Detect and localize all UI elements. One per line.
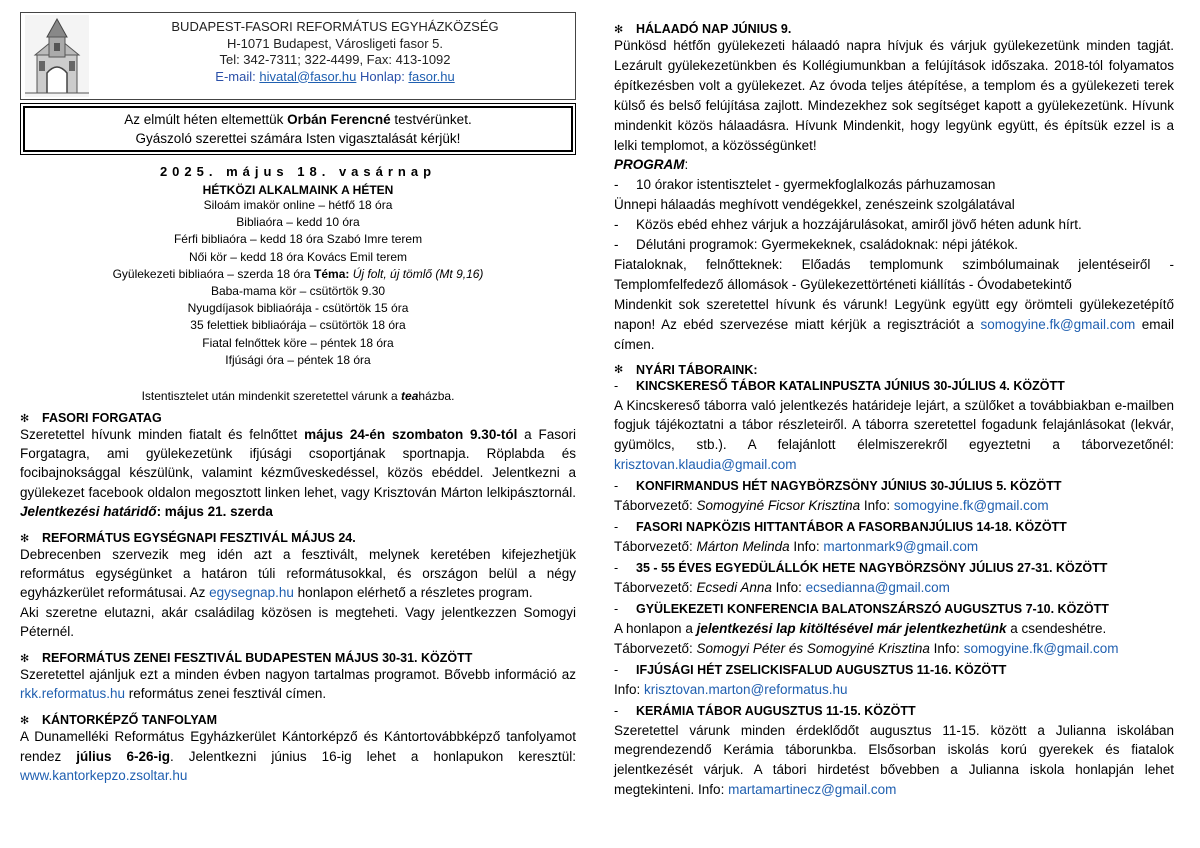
camp-title-text: 35 - 55 ÉVES EGYEDÜLÁLLÓK HETE NAGYBÖRZSÖNY JÚLIUS 27-31. KÖZÖTT — [636, 560, 1108, 575]
egysegnap-link[interactable]: egysegnap.hu — [209, 585, 294, 601]
rkk-link[interactable]: rkk.reformatus.hu — [20, 686, 126, 702]
body-text: honlapon elérhető a részletes program. — [293, 585, 533, 601]
camp-title — [614, 702, 1174, 721]
note-bold: tea — [401, 389, 419, 404]
body-text: A Kincskereső táborra való jelentkezés határideje lejárt, a szülőket a továbbiakban e-mailben fogjuk tájékoztatni a tábor részleteiről. A táborra szeretettel fogadunk felajánlásokat (lekvár, gyümölcs, stb.). A felajánlott élelmiszerekről egyeztetni a táborvezetőnél: — [614, 397, 1174, 453]
section-title-kantor — [20, 713, 576, 727]
camp-email-link[interactable]: somogyine.fk@gmail.com — [963, 640, 1119, 656]
section-title-zenei — [20, 651, 576, 665]
body-text: Táborvezető: — [614, 579, 697, 595]
leader-name: Márton Melinda — [696, 539, 790, 555]
program-label — [614, 155, 1174, 175]
dash-bullet-icon: - — [614, 520, 619, 535]
body-bold: július 6-26-ig — [76, 748, 171, 764]
asterisk-bullet-icon: ✻ — [20, 532, 30, 545]
section-title-egysegnap — [20, 531, 576, 545]
camp-title-text: KONFIRMANDUS HÉT NAGYBÖRZSÖNY JÚNIUS 30-JÚLIUS 5. KÖZÖTT — [636, 479, 1062, 494]
camp-title-text: KINCSKERESŐ TÁBOR KATALINPUSZTA JÚNIUS 30-JÚLIUS 4. KÖZÖTT — [636, 378, 1065, 393]
weekly-events-list — [20, 197, 576, 369]
body-text: email címen. — [614, 316, 1174, 352]
camp-title — [614, 559, 1174, 578]
camp-title-text: KERÁMIA TÁBOR AUGUSZTUS 11-15. KÖZÖTT — [636, 703, 916, 718]
camp-title — [614, 518, 1174, 537]
camp-body — [614, 721, 1174, 801]
body-text: Szeretettel várunk minden érdeklődőt augusztus 11-15. között a Julianna iskolában megrendezendő Kerámia táborunkba. Elsősorban iskolás korú gyerekek és fiatalok jelentkezését várjuk. A tábori hirdetést bővebben a Julianna iskola honlapján lehet megtekinteni. Info: — [614, 722, 1174, 798]
event-line: Ifjúsági óra – péntek 18 óra — [225, 352, 371, 367]
section-title-text: FASORI FORGATAG — [42, 411, 162, 426]
notice-line-1 — [29, 110, 567, 129]
body-text: A Dunamelléki Református Egyházkerület Kántorképző és Kántortovábbképző tanfolyamot rendez — [20, 729, 576, 764]
body-text: a Fasori Forgatagra, ami gyülekezetünk ifjúsági csoportjának sportnapja. Röplabda és focibajnoksággal készülünk, valamint kézműveskedéssel, közös ebéddel. Jelentkezni a gyülekezet facebook oldalon megosztott linken lehet, vagy Krisztován Márton lelkipásztornál. — [20, 427, 576, 500]
notice-line-2: Gyászoló szerettei számára Isten vigasztalását kérjük! — [135, 131, 461, 146]
camp-email-link[interactable]: ecsedianna@gmail.com — [805, 579, 950, 595]
event-theme: Új folt, új tömlő (Mt 9,16) — [349, 266, 484, 281]
program-colon: : — [684, 157, 689, 173]
section-title-text: REFORMÁTUS EGYSÉGNAPI FESZTIVÁL MÁJUS 24. — [42, 531, 356, 546]
body-text: Info: — [929, 640, 964, 656]
section-title-nyari — [614, 363, 1174, 377]
dash-bullet-icon: - — [614, 217, 619, 233]
note-text: Istentisztelet után mindenkit szeretettel várunk a — [141, 389, 402, 404]
notice-text: testvérünket. — [390, 112, 472, 127]
camp-title — [614, 661, 1174, 680]
program-item — [614, 175, 1174, 195]
program-item — [614, 235, 1174, 255]
event-line: Fiatal felnőttek köre – péntek 18 óra — [202, 335, 394, 350]
asterisk-bullet-icon: ✻ — [20, 412, 30, 425]
program-line: Ünnepi hálaadás meghívott vendégekkel, zenészeink szolgálatával — [614, 197, 1015, 213]
camp-title-text: IFJÚSÁGI HÉT ZSELICKISFALUD AUGUSZTUS 11-16. KÖZÖTT — [636, 662, 1007, 677]
dash-bullet-icon: - — [614, 378, 619, 393]
program-item-text: 10 órakor istentisztelet - gyermekfoglalkozás párhuzamosan — [636, 177, 996, 193]
program-line: Fiataloknak, felnőtteknek: Előadás templomunk szimbólumainak jelentéseiről - Templomfelfedező állomások - Gyülekezettörténeti kiállítás - Óvodabetekintő — [614, 256, 1174, 292]
note-text: házba. — [418, 389, 455, 404]
body-text: Táborvezető: — [614, 539, 697, 555]
right-column — [614, 22, 1174, 800]
body-text: Debrecenben szervezik meg idén azt a fesztivált, melynek keretében kifejezhetjük református egységünket a határon túli reformátusokkal, és országon belül a négy egyházkerület reformátusai. Az — [20, 547, 576, 601]
body-text: Info: — [614, 681, 645, 697]
event-line: Nyugdíjasok bibliaórája - csütörtök 15 óra — [187, 301, 409, 316]
program-label-text: PROGRAM — [614, 157, 685, 173]
body-bold: : május 21. szerda — [156, 503, 273, 519]
section-title-text: NYÁRI TÁBORAINK: — [636, 362, 758, 377]
dash-bullet-icon: - — [614, 703, 619, 718]
camp-info — [614, 680, 1174, 700]
camp-title — [614, 600, 1174, 619]
section-body-egysegnap-2: Aki szeretne elutazni, akár családilag közösen is megteheti. Vagy jelentkezzen Somogyi Péternél. — [20, 604, 576, 639]
section-body-zenei — [20, 665, 576, 703]
event-line: Bibliaóra – kedd 10 óra — [236, 215, 360, 230]
notice-text: Az elmúlt héten eltemettük — [124, 112, 288, 127]
body-text: Szeretettel hívunk minden fiatalt és felnőttet — [20, 427, 305, 443]
body-text: . Jelentkezni június 16-ig lehet a honlapukon keresztül: — [170, 748, 576, 764]
letterhead — [20, 12, 576, 100]
body-bold-italic: Jelentkezési határidő — [20, 503, 157, 519]
event-line: Férfi bibliaóra – kedd 18 óra Szabó Imre terem — [173, 232, 423, 247]
body-text: Info: — [771, 579, 806, 595]
section-body-halaado: Pünkösd hétfőn gyülekezeti hálaadó napra hívjuk és várjuk gyülekezetünk minden tagját. Lezárult gyülekezetünkben és Kollégiumunkban a felújítások időszaka. 2018-tól folyamatos építkezésben volt a gyülekezet. Az óvoda teljes átépítése, a templom és a gyülekezeti terek külső és belső felújítása zajlott. Mindezekhez sok segítséget kapott a gyülekezetünk. Hívunk mindenkit közös hálaadásra. Hívunk Mindenkit, hogy legyünk együtt, és építsük ezzel is a lelki templomot, a közösségünket! — [614, 38, 1174, 153]
program-invite — [614, 295, 1174, 355]
camp-email-link[interactable]: martamartinecz@gmail.com — [728, 782, 897, 798]
dash-bullet-icon: - — [614, 601, 619, 616]
kantorkepzo-link[interactable]: www.kantorkepzo.zsoltar.hu — [20, 767, 188, 783]
camp-body — [614, 619, 1174, 639]
event-text: Gyülekezeti bibliaóra – szerda 18 óra — [112, 266, 315, 281]
camp-email-link[interactable]: krisztovan.marton@reformatus.hu — [644, 681, 848, 697]
body-text: Táborvezető: — [614, 498, 697, 514]
body-text: Info: — [789, 539, 824, 555]
leader-name: Ecsedi Anna — [696, 579, 772, 595]
section-title-text: HÁLAADÓ NAP JÚNIUS 9. — [636, 22, 792, 36]
body-bold-italic: jelentkezési lap kitöltésével már jelentkezhetünk — [696, 620, 1007, 636]
body-text: a csendeshétre. — [1006, 620, 1107, 636]
section-title-text: KÁNTORKÉPZŐ TANFOLYAM — [42, 713, 218, 728]
org-name: BUDAPEST-FASORI REFORMÁTUS EGYHÁZKÖZSÉG — [171, 19, 499, 34]
web-link[interactable]: fasor.hu — [408, 68, 455, 84]
program-item — [614, 215, 1174, 235]
church-logo-icon — [25, 15, 89, 97]
camp-leader — [614, 537, 1174, 557]
section-title-halaado — [614, 22, 1174, 36]
camp-title-text: GYÜLEKEZETI KONFERENCIA BALATONSZÁRSZÓ AUGUSZTUS 7-10. KÖZÖTT — [636, 601, 1109, 616]
dash-bullet-icon: - — [614, 662, 619, 677]
email-link[interactable]: hivatal@fasor.hu — [259, 68, 357, 84]
body-text: Info: — [860, 498, 894, 514]
org-contact — [99, 69, 571, 86]
body-text: Mindenkit sok szeretettel hívunk és várunk! Legyünk együtt egy örömteli gyülekezetépítő napon! Az ebéd szervezése miatt kérjük a regisztrációt a — [614, 296, 1174, 332]
leader-name: Somogyiné Ficsor Krisztina — [696, 498, 861, 514]
leader-name: Somogyi Péter és Somogyiné Krisztina — [696, 640, 930, 656]
obituary-notice — [23, 106, 573, 152]
camp-email-link[interactable]: somogyine.fk@gmail.com — [893, 498, 1049, 514]
camp-leader — [614, 578, 1174, 598]
camp-body — [614, 396, 1174, 476]
event-line: 35 felettiek bibliaórája – csütörtök 18 óra — [190, 318, 406, 333]
event-theme-label: Téma: — [314, 266, 350, 281]
event-line: Női kör – kedd 18 óra Kovács Emil terem — [188, 249, 408, 264]
event-line: Baba-mama kör – csütörtök 9.30 — [210, 284, 386, 299]
dash-bullet-icon: - — [614, 560, 619, 575]
camp-leader — [614, 496, 1174, 516]
email-label: E-mail: — [215, 68, 260, 84]
section-body-egysegnap — [20, 545, 576, 603]
asterisk-bullet-icon: ✻ — [20, 714, 30, 727]
section-body-kantor — [20, 727, 576, 785]
org-phone: Tel: 342-7311; 322-4499, Fax: 413-1092 — [219, 52, 451, 67]
body-text: Táborvezető: — [614, 640, 697, 656]
camp-title — [614, 477, 1174, 496]
camp-email-link[interactable]: martonmark9@gmail.com — [823, 539, 979, 555]
section-title-text: REFORMÁTUS ZENEI FESZTIVÁL BUDAPESTEN MÁJUS 30-31. KÖZÖTT — [42, 651, 473, 666]
dash-bullet-icon: - — [614, 237, 619, 253]
asterisk-bullet-icon: ✻ — [614, 364, 624, 376]
letterhead-text — [99, 19, 571, 85]
dash-bullet-icon: - — [614, 177, 619, 193]
notice-name: Orbán Ferencné — [287, 112, 391, 127]
web-label: Honlap: — [356, 68, 409, 84]
event-line: Siloám imakör online – hétfő 18 óra — [203, 198, 393, 212]
org-address: H-1071 Budapest, Városligeti fasor 5. — [226, 35, 444, 51]
camp-title — [614, 377, 1174, 396]
after-service-note — [20, 389, 576, 403]
body-text: református zenei fesztivál címen. — [125, 686, 327, 702]
section-body-forgatag — [20, 425, 576, 521]
event-line — [20, 266, 576, 283]
registration-email-link[interactable]: somogyine.fk@gmail.com — [980, 316, 1136, 332]
sunday-date: 2025. május 18. vasárnap — [159, 164, 437, 179]
body-text: A honlapon a — [614, 620, 697, 636]
program-item-text: Délutáni programok: Gyermekeknek, családoknak: népi játékok. — [636, 237, 1018, 253]
dash-bullet-icon: - — [614, 479, 619, 494]
section-title-forgatag — [20, 411, 576, 425]
left-column — [20, 12, 576, 785]
camp-email-link[interactable]: krisztovan.klaudia@gmail.com — [614, 457, 797, 473]
body-bold: május 24-én szombaton 9.30-tól — [304, 427, 518, 443]
program-item-text: Közös ebéd ehhez várjuk a hozzájárulásokat, amiről jövő héten adunk hírt. — [636, 217, 1082, 233]
weekly-events-title: HÉTKÖZI ALKALMAINK A HÉTEN — [202, 183, 394, 197]
body-text: Szeretettel ajánljuk ezt a minden évben nagyon tartalmas programot. Bővebb információ az — [20, 667, 576, 683]
camp-title-text: FASORI NAPKÖZIS HITTANTÁBOR A FASORBANJÚLIUS 14-18. KÖZÖTT — [636, 520, 1067, 535]
asterisk-bullet-icon: ✻ — [614, 23, 624, 36]
asterisk-bullet-icon: ✻ — [20, 652, 30, 665]
camp-leader — [614, 639, 1174, 659]
